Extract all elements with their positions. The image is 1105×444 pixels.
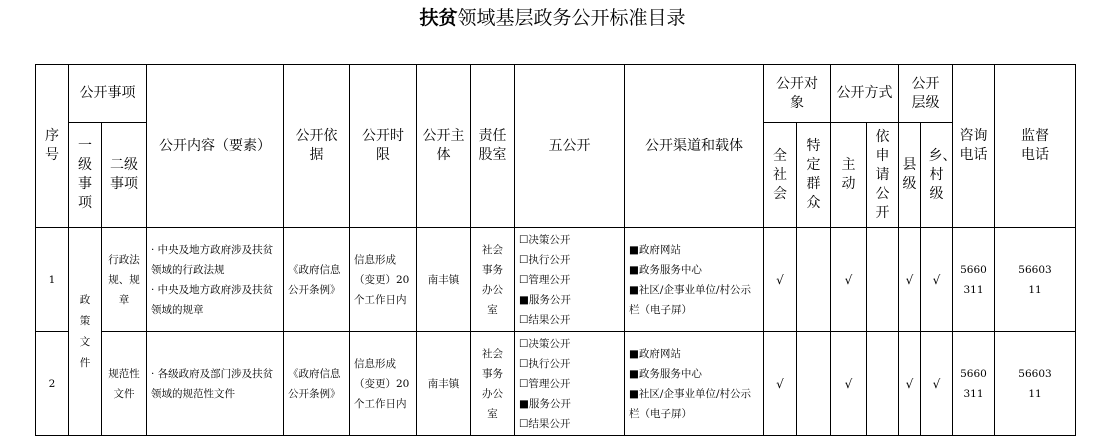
subject-header: 公开主体	[417, 65, 471, 228]
consult-phone-cell: 5660311	[953, 332, 995, 436]
target-all-header: 全社会	[764, 123, 797, 228]
target-specific-cell	[797, 228, 831, 332]
supervise-phone-cell: 5660311	[995, 228, 1076, 332]
target-all-cell: √	[764, 332, 797, 436]
dept-cell: 社会事务办公室	[471, 332, 515, 436]
level2-header: 二级事项	[102, 123, 147, 228]
subject-cell: 南丰镇	[417, 332, 471, 436]
basis-cell: 《政府信息公开条例》	[284, 332, 350, 436]
method-active-header: 主动	[831, 123, 867, 228]
method-request-header: 依申请公开	[867, 123, 899, 228]
content-header: 公开内容（要素）	[147, 65, 284, 228]
level-county-cell: √	[899, 228, 921, 332]
level-county-cell: √	[899, 332, 921, 436]
channel-cell: ■政府网站 ■政务服务中心 ■社区/企事业单位/村公示栏（电子屏）	[625, 228, 764, 332]
target-header: 公开对象	[764, 65, 831, 123]
row-seq: 2	[36, 332, 69, 436]
table-row	[36, 228, 1076, 332]
level-town-cell: √	[921, 332, 953, 436]
method-header: 公开方式	[831, 65, 899, 123]
level-county-header: 县级	[899, 123, 921, 228]
subject-cell: 南丰镇	[417, 228, 471, 332]
dept-header: 责任股室	[471, 65, 515, 228]
method-active-cell: √	[831, 332, 867, 436]
level2-cell: 规范性文件	[102, 332, 147, 436]
supervise-phone-cell: 5660311	[995, 332, 1076, 436]
level-header: 公开层级	[899, 65, 953, 123]
basis-cell: 《政府信息公开条例》	[284, 228, 350, 332]
level1-header: 一级事项	[69, 123, 102, 228]
level-town-header: 乡、村级	[921, 123, 953, 228]
dept-cell: 社会事务办公室	[471, 228, 515, 332]
supervise-phone-header: 监督电话	[995, 65, 1076, 228]
content-cell: · 各级政府及部门涉及扶贫领域的规范性文件	[147, 332, 284, 436]
page-title: 扶贫领域基层政务公开标准目录	[419, 7, 686, 29]
header-row-1	[36, 65, 1076, 123]
catalog-table	[35, 64, 1076, 436]
five-cell: ☐决策公开 ☐执行公开 ☐管理公开 ■服务公开 ☐结果公开	[515, 332, 625, 436]
method-request-cell	[867, 228, 899, 332]
items-header: 公开事项	[69, 65, 147, 123]
level1-cell: 政策文件	[69, 228, 102, 436]
five-cell: ☐决策公开 ☐执行公开 ☐管理公开 ■服务公开 ☐结果公开	[515, 228, 625, 332]
channel-cell: ■政府网站 ■政务服务中心 ■社区/企事业单位/村公示栏（电子屏）	[625, 332, 764, 436]
time-cell: 信息形成（变更）20个工作日内	[350, 332, 417, 436]
seq-header: 序号	[36, 65, 69, 228]
time-header: 公开时限	[350, 65, 417, 228]
method-active-cell: √	[831, 228, 867, 332]
table-row	[36, 332, 1076, 436]
method-request-cell	[867, 332, 899, 436]
consult-phone-cell: 5660311	[953, 228, 995, 332]
row-seq: 1	[36, 228, 69, 332]
basis-header: 公开依据	[284, 65, 350, 228]
consult-phone-header: 咨询电话	[953, 65, 995, 228]
target-all-cell: √	[764, 228, 797, 332]
channel-header: 公开渠道和载体	[625, 65, 764, 228]
target-specific-header: 特定群众	[797, 123, 831, 228]
content-cell: · 中央及地方政府涉及扶贫领域的行政法规 · 中央及地方政府涉及扶贫领域的规章	[147, 228, 284, 332]
target-specific-cell	[797, 332, 831, 436]
five-header: 五公开	[515, 65, 625, 228]
level2-cell: 行政法规、规章	[102, 228, 147, 332]
time-cell: 信息形成（变更）20个工作日内	[350, 228, 417, 332]
level-town-cell: √	[921, 228, 953, 332]
